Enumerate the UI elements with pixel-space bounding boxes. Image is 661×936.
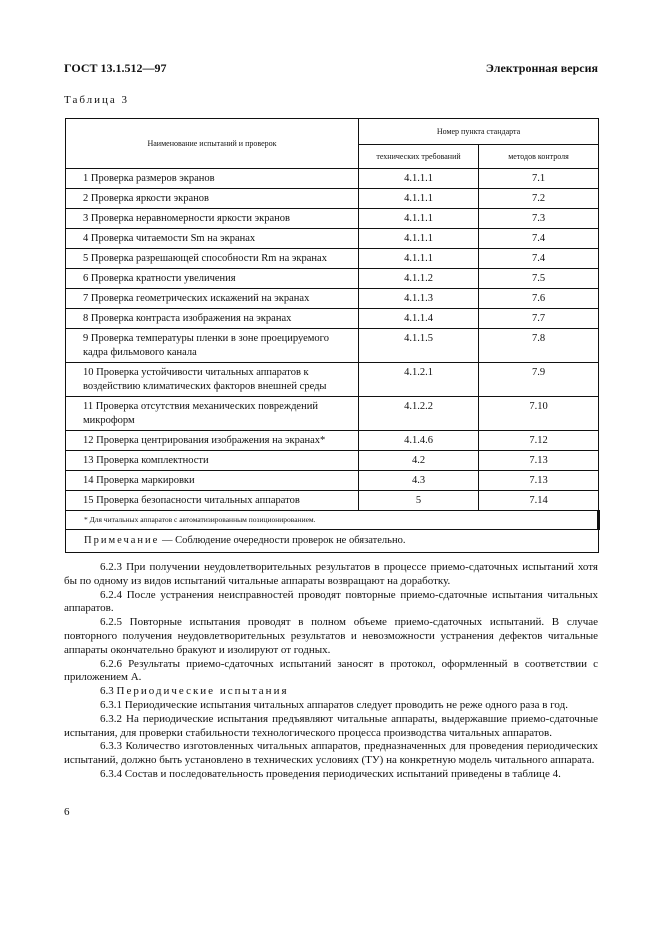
col-header-req: технических требований xyxy=(359,145,479,169)
table-row xyxy=(66,289,599,309)
row-name: 1 Проверка размеров экранов xyxy=(66,169,359,189)
row-name: 8 Проверка контраста изображения на экранах xyxy=(66,309,359,329)
table-row xyxy=(66,229,599,249)
row-method: 7.8 xyxy=(479,329,599,363)
page-number: 6 xyxy=(64,805,70,818)
row-method: 7.2 xyxy=(479,189,599,209)
row-method: 7.13 xyxy=(479,471,599,491)
paragraph: 6.2.4 После устранения неисправностей проводят повторные приемо-сдаточные испытания читальных аппаратов. xyxy=(64,588,598,615)
row-req: 4.1.1.1 xyxy=(359,189,479,209)
row-req: 4.1.1.1 xyxy=(359,229,479,249)
row-method: 7.12 xyxy=(479,431,599,451)
col-header-group: Номер пункта стандарта xyxy=(359,119,599,145)
row-req: 4.1.1.2 xyxy=(359,269,479,289)
paragraph: 6.2.5 Повторные испытания проводят в полном объеме приемо-сдаточных испытаний. В случае повторного получения неудовлетворительных результатов и невозможности устранения дефектов читальные аппараты окончательно бракуют и изолируют от годных. xyxy=(64,616,598,656)
row-method: 7.3 xyxy=(479,209,599,229)
table-footnote: * Для читальных аппаратов с автоматизированным позиционированием. xyxy=(66,511,599,530)
row-method: 7.10 xyxy=(479,397,599,431)
row-req: 4.2 xyxy=(359,451,479,471)
paragraph: 6.3.1 Периодические испытания читальных аппаратов следует проводить не реже одного раза в год. xyxy=(100,698,568,711)
row-name: 5 Проверка разрешающей способности Rm на экранах xyxy=(66,249,359,269)
row-method: 7.6 xyxy=(479,289,599,309)
row-req: 4.1.1.1 xyxy=(359,249,479,269)
table-note xyxy=(66,530,599,553)
table-row xyxy=(66,189,599,209)
table-row xyxy=(66,491,599,511)
table-row xyxy=(66,471,599,491)
row-method: 7.1 xyxy=(479,169,599,189)
section-title: Периодические испытания xyxy=(116,685,289,698)
row-method: 7.4 xyxy=(479,229,599,249)
row-req: 5 xyxy=(359,491,479,511)
row-name: 7 Проверка геометрических искажений на экранах xyxy=(66,289,359,309)
row-name: 12 Проверка центрирования изображения на экранах* xyxy=(66,431,359,451)
table-row xyxy=(66,329,599,363)
tests-table xyxy=(65,118,600,553)
row-name: 4 Проверка читаемости Sm на экранах xyxy=(66,229,359,249)
row-method: 7.4 xyxy=(479,249,599,269)
table-row xyxy=(66,209,599,229)
paragraph: 6.3.3 Количество изготовленных читальных аппаратов, предназначенных для проведения периодических испытаний, должно быть установлено в технических условиях (ТУ) на конкретную модель читального аппарата. xyxy=(64,740,598,767)
col-header-name: Наименование испытаний и проверок xyxy=(66,119,359,169)
table-row xyxy=(66,363,599,397)
table-row xyxy=(66,169,599,189)
row-req: 4.1.2.2 xyxy=(359,397,479,431)
paragraph: 6.3.2 На периодические испытания предъявляют читальные аппараты, выдержавшие приемо-сдаточные испытания, для проверки стабильности технологического процесса производства читальных аппаратов. xyxy=(64,712,598,739)
row-name: 2 Проверка яркости экранов xyxy=(66,189,359,209)
note-text: — Соблюдение очередности проверок не обязательно. xyxy=(159,535,406,546)
row-name: 9 Проверка температуры пленки в зоне проецируемого кадра фильмового канала xyxy=(66,329,359,363)
row-name: 10 Проверка устойчивости читальных аппаратов к воздействию климатических факторов внешней среды xyxy=(66,363,359,397)
table-row xyxy=(66,451,599,471)
row-name: 3 Проверка неравномерности яркости экранов xyxy=(66,209,359,229)
row-req: 4.1.1.3 xyxy=(359,289,479,309)
col-header-method: методов контроля xyxy=(479,145,599,169)
row-method: 7.7 xyxy=(479,309,599,329)
row-name: 11 Проверка отсутствия механических повреждений микроформ xyxy=(66,397,359,431)
row-method: 7.13 xyxy=(479,451,599,471)
row-req: 4.1.1.4 xyxy=(359,309,479,329)
row-req: 4.1.1.1 xyxy=(359,169,479,189)
row-req: 4.1.2.1 xyxy=(359,363,479,397)
paragraph: 6.3.4 Состав и последовательность проведения периодических испытаний приведены в таблице 4. xyxy=(100,767,561,780)
body-text xyxy=(64,561,598,782)
row-method: 7.9 xyxy=(479,363,599,397)
row-req: 4.1.4.6 xyxy=(359,431,479,451)
table-row xyxy=(66,269,599,289)
paragraph: 6.2.6 Результаты приемо-сдаточных испытаний заносят в протокол, оформленный в соответствии с приложением А. xyxy=(64,657,598,684)
section-number: 6.3 xyxy=(100,685,114,698)
row-name: 13 Проверка комплектности xyxy=(66,451,359,471)
table-row xyxy=(66,397,599,431)
table-row xyxy=(66,431,599,451)
row-method: 7.14 xyxy=(479,491,599,511)
table-row xyxy=(66,309,599,329)
table-row xyxy=(66,249,599,269)
row-req: 4.1.1.1 xyxy=(359,209,479,229)
row-req: 4.1.1.5 xyxy=(359,329,479,363)
row-name: 15 Проверка безопасности читальных аппаратов xyxy=(66,491,359,511)
section-heading xyxy=(64,685,598,699)
row-name: 14 Проверка маркировки xyxy=(66,471,359,491)
row-name: 6 Проверка кратности увеличения xyxy=(66,269,359,289)
version-label: Электронная версия xyxy=(485,61,598,75)
table-caption: Таблица 3 xyxy=(64,94,130,106)
row-method: 7.5 xyxy=(479,269,599,289)
standard-number: ГОСТ 13.1.512—97 xyxy=(64,61,167,75)
note-label: Примечание xyxy=(84,535,160,546)
content-flow xyxy=(64,118,600,838)
row-req: 4.3 xyxy=(359,471,479,491)
paragraph: 6.2.3 При получении неудовлетворительных результатов в процессе приемо-сдаточных испытаний хотя бы по одному из видов испытаний читальные аппараты возвращают на доработку. xyxy=(64,561,598,587)
